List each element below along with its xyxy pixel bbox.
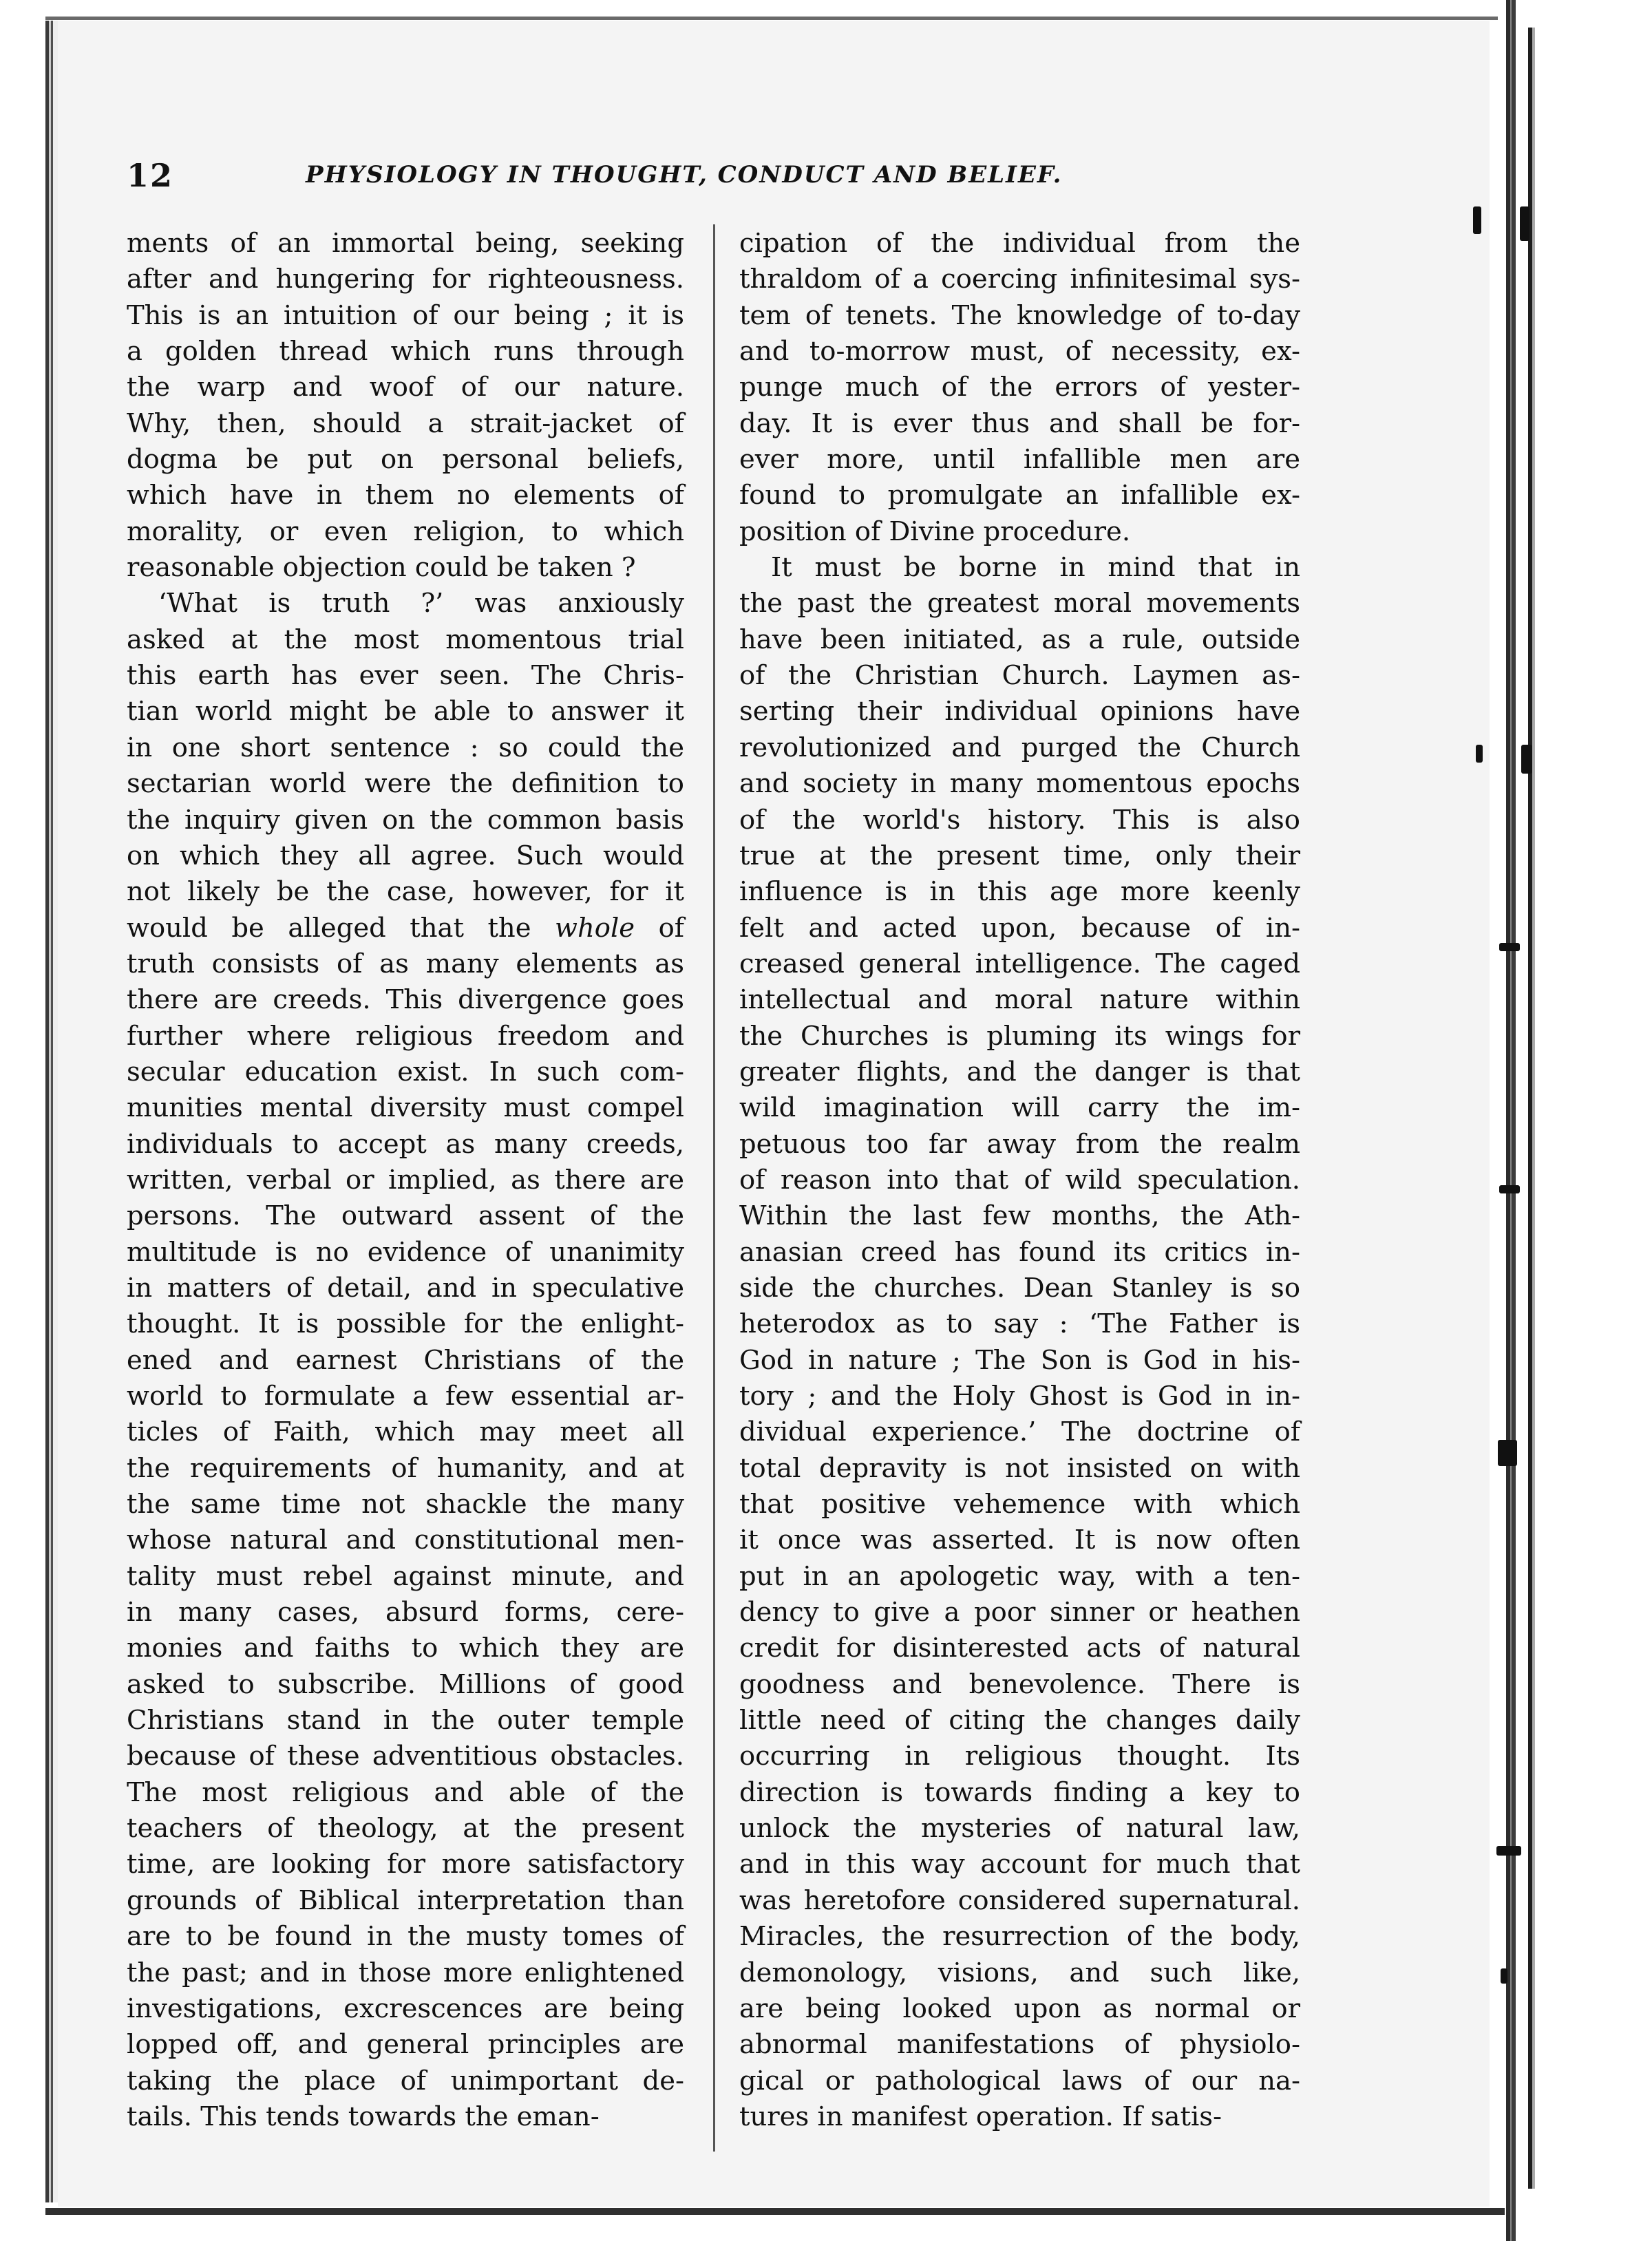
page-number: 12	[127, 157, 174, 194]
text-line: petuous too far away from the realm	[739, 1128, 1300, 1160]
text-line: would be alleged that the whole of	[127, 912, 684, 944]
text-line: in one short sentence : so could the	[127, 732, 684, 763]
text-line: which have in them no elements of	[127, 480, 684, 511]
text-line: munities mental diversity must compel	[127, 1092, 684, 1124]
running-head	[127, 157, 1145, 212]
running-title: PHYSIOLOGY IN THOUGHT, CONDUCT AND BELIEF.	[306, 161, 1063, 189]
text-line: little need of citing the changes daily	[739, 1705, 1300, 1736]
text-line: in matters of detail, and in speculative	[127, 1272, 684, 1304]
page-bottom-edge	[45, 2208, 1505, 2215]
binding-mark	[1520, 206, 1529, 241]
text-line: morality, or even religion, to which	[127, 516, 684, 547]
text-line: Why, then, should a strait-jacket of	[127, 407, 684, 439]
text-line: and to-morrow must, of necessity, ex-	[739, 336, 1300, 368]
binding-mark	[1499, 943, 1520, 951]
text-line: multitude is no evidence of unanimity	[127, 1236, 684, 1268]
text-line: are to be found in the musty tomes of	[127, 1921, 684, 1953]
text-line: tian world might be able to answer it	[127, 696, 684, 727]
binding-mark	[1496, 1846, 1521, 1856]
text-line: truth consists of as many elements as	[127, 948, 684, 979]
text-line: are being looked upon as normal or	[739, 1993, 1300, 2024]
text-line: thought. It is possible for the enlight-	[127, 1308, 684, 1340]
text-line: individuals to accept as many creeds,	[127, 1128, 684, 1160]
text-line: further where religious freedom and	[127, 1020, 684, 1052]
text-line: creased general intelligence. The caged	[739, 948, 1300, 979]
text-column-right	[739, 226, 1300, 2135]
text-line: reasonable objection could be taken ?	[127, 552, 636, 584]
text-line: secular education exist. In such com-	[127, 1056, 684, 1087]
text-line: Within the last few months, the Ath-	[739, 1200, 1300, 1232]
text-line: influence is in this age more keenly	[739, 876, 1300, 908]
text-line: It must be borne in mind that in	[771, 552, 1300, 584]
text-line: abnormal manifestations of physiolo-	[739, 2029, 1300, 2061]
text-line: lopped off, and general principles are	[127, 2029, 684, 2061]
page-top-edge	[45, 17, 1498, 20]
text-line: tures in manifest operation. If satis-	[739, 2101, 1222, 2132]
text-line: thraldom of a coercing infinitesimal sys-	[739, 264, 1300, 295]
text-line: investigations, excrescences are being	[127, 1993, 684, 2024]
text-line: dogma be put on personal beliefs,	[127, 444, 684, 476]
text-line: Miracles, the resurrection of the body,	[739, 1921, 1300, 1953]
text-line: whose natural and constitutional men-	[127, 1525, 684, 1556]
text-line: tem of tenets. The knowledge of to-day	[739, 299, 1300, 331]
text-line: the inquiry given on the common basis	[127, 804, 684, 836]
text-line: God in nature ; The Son is God in his-	[739, 1344, 1300, 1376]
text-line: the same time not shackle the many	[127, 1489, 684, 1520]
text-line: The most religious and able of the	[127, 1776, 684, 1808]
text-line: taking the place of unimportant de-	[127, 2065, 684, 2096]
text-line: tality must rebel against minute, and	[127, 1560, 684, 1592]
text-line: heterodox as to say : ‘The Father is	[739, 1308, 1300, 1340]
text-line: direction is towards finding a key to	[739, 1776, 1300, 1808]
text-line: persons. The outward assent of the	[127, 1200, 684, 1232]
text-line: of reason into that of wild speculation.	[739, 1164, 1300, 1196]
text-line: side the churches. Dean Stanley is so	[739, 1272, 1300, 1304]
text-line: the requirements of humanity, and at	[127, 1452, 684, 1484]
text-line: goodness and benevolence. There is	[739, 1668, 1300, 1700]
text-line: this earth has ever seen. The Chris-	[127, 660, 684, 692]
text-line: not likely be the case, however, for it	[127, 876, 684, 908]
text-line: the warp and woof of our nature.	[127, 372, 684, 403]
text-line: of the Christian Church. Laymen as-	[739, 660, 1300, 692]
column-divider	[713, 224, 715, 2152]
text-line: put in an apologetic way, with a ten-	[739, 1560, 1300, 1592]
text-line: asked to subscribe. Millions of good	[127, 1668, 684, 1700]
binding-edge-outer	[1528, 28, 1535, 2189]
text-line: grounds of Biblical interpretation than	[127, 1884, 684, 1916]
text-line: cipation of the individual from the	[739, 228, 1300, 259]
text-line: was heretofore considered supernatural.	[739, 1884, 1300, 1916]
text-line: dividual experience.’ The doctrine of	[739, 1416, 1300, 1448]
text-line: intellectual and moral nature within	[739, 984, 1300, 1016]
text-line: teachers of theology, at the present	[127, 1813, 684, 1845]
binding-mark	[1473, 206, 1481, 234]
binding-mark	[1521, 745, 1532, 774]
text-line: have been initiated, as a rule, outside	[739, 624, 1300, 655]
text-line: ever more, until infallible men are	[739, 444, 1300, 476]
text-line: sectarian world were the definition to	[127, 768, 684, 800]
text-line: a golden thread which runs through	[127, 336, 684, 368]
text-line: there are creeds. This divergence goes	[127, 984, 684, 1016]
text-line: day. It is ever thus and shall be for-	[739, 407, 1300, 439]
binding-mark	[1501, 1968, 1507, 1984]
text-line: true at the present time, only their	[739, 840, 1300, 871]
text-line: wild imagination will carry the im-	[739, 1092, 1300, 1124]
text-line: dency to give a poor sinner or heathen	[739, 1597, 1300, 1628]
text-line: world to formulate a few essential ar-	[127, 1381, 684, 1412]
text-line: it once was asserted. It is now often	[739, 1525, 1300, 1556]
binding-mark	[1498, 1440, 1517, 1466]
text-line: written, verbal or implied, as there are	[127, 1164, 684, 1196]
text-line: in many cases, absurd forms, cere-	[127, 1597, 684, 1628]
text-line: monies and faiths to which they are	[127, 1633, 684, 1664]
text-line: serting their individual opinions have	[739, 696, 1300, 727]
text-line: that positive vehemence with which	[739, 1489, 1300, 1520]
text-line: because of these adventitious obstacles.	[127, 1741, 684, 1772]
text-line: felt and acted upon, because of in-	[739, 912, 1300, 944]
text-line: greater flights, and the danger is that	[739, 1056, 1300, 1087]
text-line: time, are looking for more satisfactory	[127, 1849, 684, 1880]
text-line: ticles of Faith, which may meet all	[127, 1416, 684, 1448]
text-line: tory ; and the Holy Ghost is God in in-	[739, 1381, 1300, 1412]
text-line: punge much of the errors of yester-	[739, 372, 1300, 403]
binding-edge	[1506, 0, 1516, 2241]
text-line: tails. This tends towards the eman-	[127, 2101, 600, 2132]
text-line: and in this way account for much that	[739, 1849, 1300, 1880]
text-line: on which they all agree. Such would	[127, 840, 684, 871]
text-line: ments of an immortal being, seeking	[127, 228, 684, 259]
text-line: anasian creed has found its critics in-	[739, 1236, 1300, 1268]
text-line: Christians stand in the outer temple	[127, 1705, 684, 1736]
text-line: the Churches is pluming its wings for	[739, 1020, 1300, 1052]
text-line: This is an intuition of our being ; it is	[127, 299, 684, 331]
text-line: gical or pathological laws of our na-	[739, 2065, 1300, 2096]
text-line: unlock the mysteries of natural law,	[739, 1813, 1300, 1845]
text-line: position of Divine procedure.	[739, 516, 1131, 547]
text-column-left	[127, 226, 684, 2135]
text-line: ‘What is truth ?’ was anxiously	[158, 588, 684, 619]
binding-mark	[1499, 1185, 1520, 1193]
text-line: demonology, visions, and such like,	[739, 1957, 1300, 1988]
text-line: total depravity is not insisted on with	[739, 1452, 1300, 1484]
binding-mark	[1476, 745, 1483, 763]
text-line: found to promulgate an infallible ex-	[739, 480, 1300, 511]
text-line: of the world's history. This is also	[739, 804, 1300, 836]
page-left-edge	[45, 21, 58, 2202]
text-line: after and hungering for righteousness.	[127, 264, 684, 295]
text-line: occurring in religious thought. Its	[739, 1741, 1300, 1772]
text-line: the past; and in those more enlightened	[127, 1957, 684, 1988]
text-line: ened and earnest Christians of the	[127, 1344, 684, 1376]
text-line: and society in many momentous epochs	[739, 768, 1300, 800]
text-line: asked at the most momentous trial	[127, 624, 684, 655]
text-line: credit for disinterested acts of natural	[739, 1633, 1300, 1664]
text-line: the past the greatest moral movements	[739, 588, 1300, 619]
text-line: revolutionized and purged the Church	[739, 732, 1300, 763]
